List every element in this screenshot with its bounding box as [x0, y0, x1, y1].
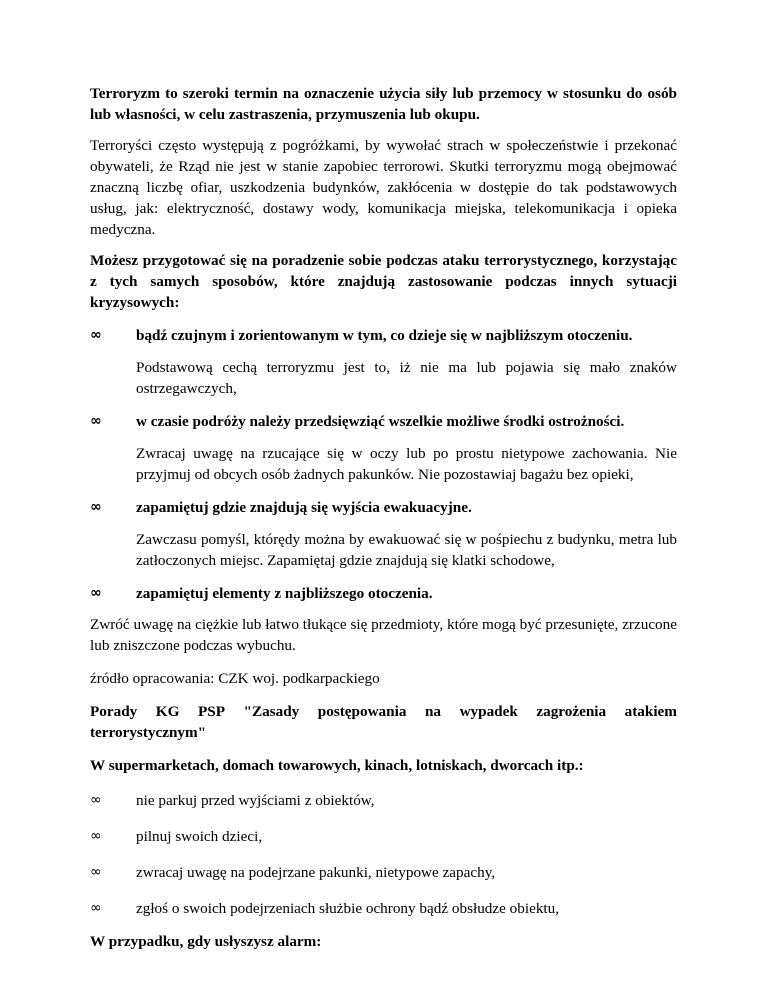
tip-item — [90, 325, 677, 346]
tip-title: zapamiętuj elementy z najbliższego otoczenia. — [136, 585, 433, 602]
document-page — [90, 83, 677, 952]
definition-paragraph: Terroryzm to szeroki termin na oznaczenie użycia siły lub przemocy w stosunku do osób lub własności, w celu zastraszenia, przymuszenia lub okupu. — [90, 85, 677, 123]
tip-item — [90, 497, 677, 518]
infinity-bullet-icon: ∞ — [90, 864, 102, 880]
list-item — [90, 862, 677, 883]
prepare-heading: Możesz przygotować się na poradzenie sobie podczas ataku terrorystycznego, korzystając z tych samych sposobów, które znajdują zastosowanie podczas innych sytuacji kryzysowych: — [90, 252, 677, 311]
list-item-text: zgłoś o swoich podejrzeniach służbie ochrony bądź obsłudze obiektu, — [136, 900, 560, 917]
porady-word: PSP — [197, 703, 225, 720]
tip-title: bądź czujnym i zorientowanym w tym, co dzieje się w najbliższym otoczeniu. — [136, 327, 633, 344]
porady-word: wypadek — [459, 703, 518, 720]
list-item — [90, 790, 677, 811]
porady-word: postępowania — [317, 703, 407, 720]
list-item — [90, 898, 677, 919]
list-item-text: nie parkuj przed wyjściami z obiektów, — [136, 792, 375, 809]
infinity-bullet-icon: ∞ — [90, 327, 102, 343]
porady-word: Porady — [90, 703, 138, 720]
heavy-objects-paragraph: Zwróć uwagę na ciężkie lub łatwo tłukące się przedmioty, które mogą być przesunięte, zrzucone lub zniszczone podczas wybuchu. — [90, 616, 677, 654]
tip-body: Podstawową cechą terroryzmu jest to, iż nie ma lub pojawia się mało znaków ostrzegawczych, — [136, 359, 677, 397]
infinity-bullet-icon: ∞ — [90, 499, 102, 515]
infinity-bullet-icon: ∞ — [90, 413, 102, 429]
tip-title: w czasie podróży należy przedsięwziąć wszelkie możliwe środki ostrożności. — [136, 413, 625, 430]
source-line: źródło opracowania: CZK woj. podkarpackiego — [90, 670, 380, 687]
tip-item — [90, 411, 677, 432]
porady-word: atakiem — [624, 703, 677, 720]
porady-word: zagrożenia — [536, 703, 607, 720]
list-item-text: pilnuj swoich dzieci, — [136, 828, 263, 845]
porady-heading — [90, 701, 677, 743]
consequences-paragraph: Terroryści często występują z pogróżkami, by wywołać strach w społeczeństwie i przekonać obywateli, że Rząd nie jest w stanie zapobiec terrorowi. Skutki terroryzmu mogą obejmować znaczną liczbę ofiar, uszkodzenia budynków, zakłócenia w dostępie do tak podstawowych usług, jak: elektryczność, dostawy wody, komunikacja miejska, telekomunikacja i opieka medyczna. — [90, 137, 677, 238]
infinity-bullet-icon: ∞ — [90, 585, 102, 601]
porady-word: KG — [155, 703, 180, 720]
supermarket-heading: W supermarketach, domach towarowych, kinach, lotniskach, dworcach itp.: — [90, 757, 584, 774]
tip-title: zapamiętuj gdzie znajdują się wyjścia ewakuacyjne. — [136, 499, 472, 516]
infinity-bullet-icon: ∞ — [90, 792, 102, 808]
infinity-bullet-icon: ∞ — [90, 828, 102, 844]
infinity-bullet-icon: ∞ — [90, 900, 102, 916]
list-item — [90, 826, 677, 847]
porady-last-line: terrorystycznym" — [90, 724, 207, 741]
porady-word: "Zasady — [243, 703, 300, 720]
list-item-text: zwracaj uwagę na podejrzane pakunki, nietypowe zapachy, — [136, 864, 496, 881]
porady-first-line — [90, 701, 677, 722]
alarm-heading: W przypadku, gdy usłyszysz alarm: — [90, 933, 322, 950]
tip-item — [90, 583, 677, 604]
porady-word: na — [424, 703, 442, 720]
tip-body: Zawczasu pomyśl, którędy można by ewakuować się w pośpiechu z budynku, metra lub zatłoczonych miejsc. Zapamiętaj gdzie znajdują się klatki schodowe, — [136, 531, 677, 569]
tip-body: Zwracaj uwagę na rzucające się w oczy lub po prostu nietypowe zachowania. Nie przyjmuj od obcych osób żadnych pakunków. Nie pozostawiaj bagażu bez opieki, — [136, 445, 677, 483]
